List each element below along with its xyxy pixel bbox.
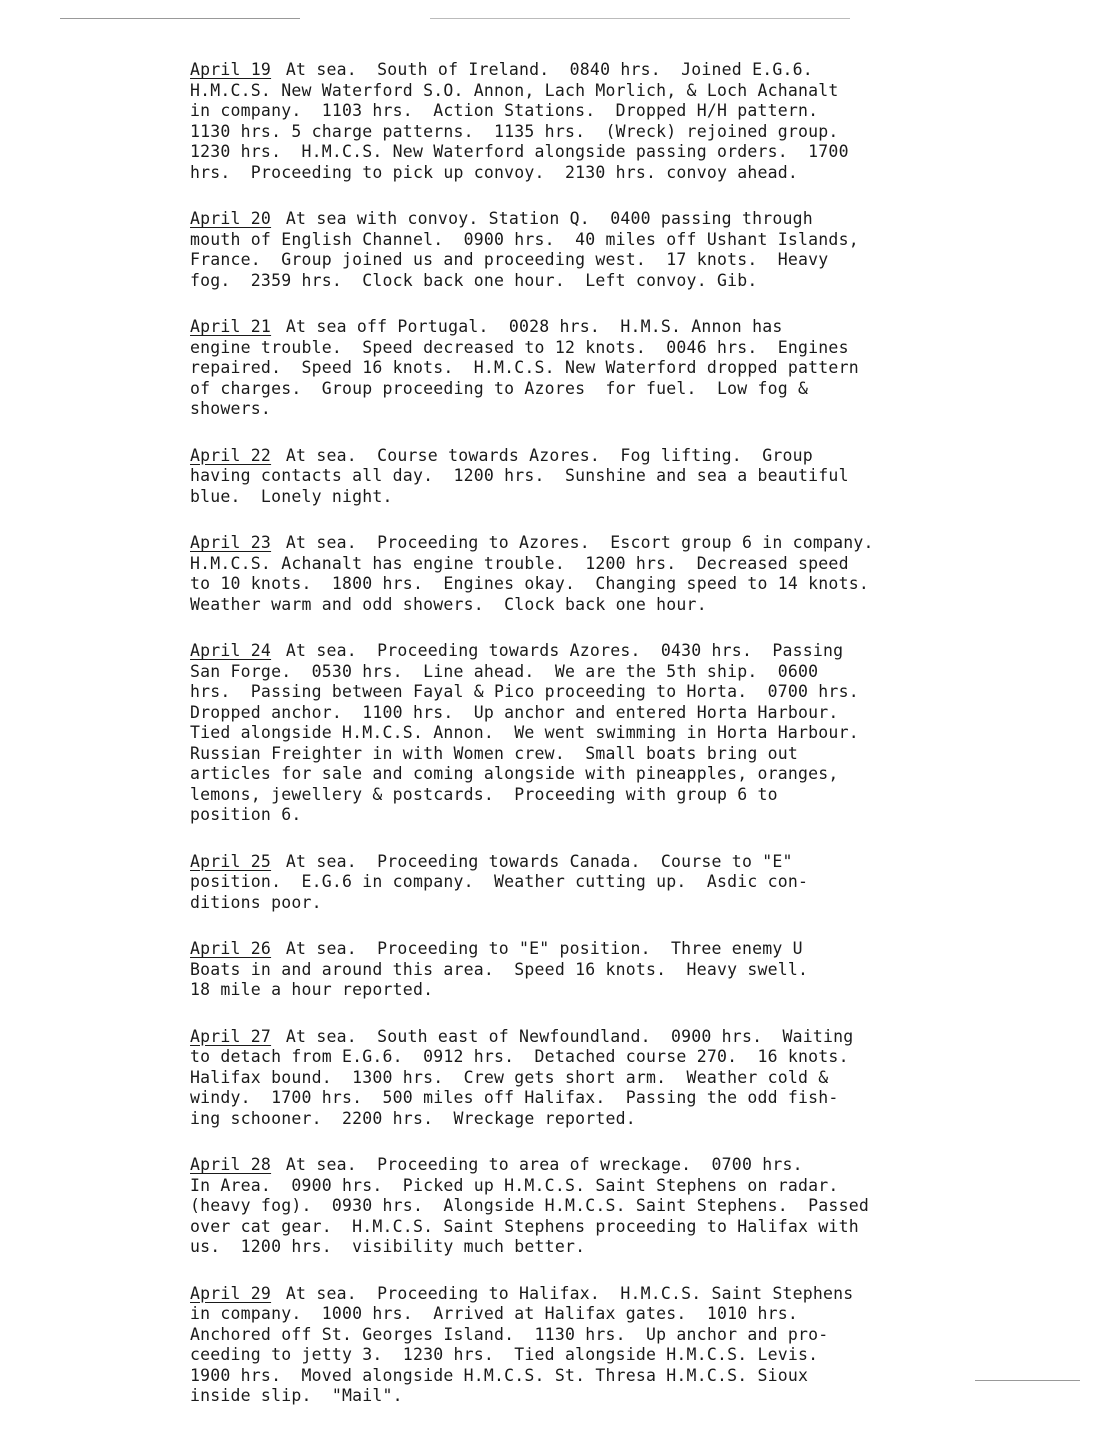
entry-first-line [190, 317, 1030, 338]
entry-line: Russian Freighter in with Women crew. Small boats bring out [190, 743, 799, 763]
entry-line: articles for sale and coming alongside with pineapples, oranges, [190, 764, 839, 783]
diary-entry [190, 533, 1030, 615]
entry-line: in company. 1103 hrs. Action Stations. Dropped H/H pattern. [190, 101, 819, 120]
entry-line: ceeding to jetty 3. 1230 hrs. Tied alongside H.M.C.S. Levis. [190, 1345, 819, 1364]
entry-date: April 21 [190, 317, 272, 336]
entry-line: 1900 hrs. Moved alongside H.M.C.S. St. Thresa H.M.C.S. Sioux [190, 1365, 809, 1385]
entry-line: to detach from E.G.6. 0912 hrs. Detached course 270. 16 knots. [190, 1047, 849, 1066]
entry-line: 18 mile a hour reported. [190, 980, 434, 999]
diary-entry [190, 939, 1030, 1001]
entry-line: H.M.C.S. New Waterford S.O. Annon, Lach Morlich, & Loch Achanalt [190, 80, 839, 100]
entry-date: April 22 [190, 445, 272, 465]
entry-line: At sea. Proceeding to "E" position. Three enemy U [285, 939, 803, 958]
entry-line: At sea. Proceeding to area of wreckage. 0700 hrs. [285, 1155, 803, 1174]
diary-entry [190, 641, 1030, 826]
entry-line: over cat gear. H.M.C.S. Saint Stephens proceeding to Halifax with [190, 1216, 859, 1236]
entry-line: 1130 hrs. 5 charge patterns. 1135 hrs. (Wreck) rejoined group. [190, 121, 839, 141]
diary-entry [190, 1284, 1030, 1407]
entry-line: France. Group joined us and proceeding west. 17 knots. Heavy [190, 250, 829, 269]
entry-line: fog. 2359 hrs. Clock back one hour. Left convoy. Gib. [190, 270, 758, 290]
entry-line: At sea. Course towards Azores. Fog lifting. Group [285, 445, 813, 465]
entry-line: having contacts all day. 1200 hrs. Sunshine and sea a beautiful [190, 466, 849, 485]
entry-first-line [190, 939, 1030, 960]
entry-first-line [190, 446, 1030, 467]
scan-edge-top-left [60, 18, 300, 19]
diary-entry [190, 1027, 1030, 1130]
entry-first-line [190, 1284, 1030, 1305]
diary-entry [190, 317, 1030, 420]
entry-line: Anchored off St. Georges Island. 1130 hrs. Up anchor and pro- [190, 1324, 829, 1344]
entry-line: position 6. [190, 805, 302, 824]
entry-line: In Area. 0900 hrs. Picked up H.M.C.S. Saint Stephens on radar. [190, 1175, 839, 1195]
entry-line: At sea. Proceeding towards Canada. Course to "E" [285, 851, 793, 871]
entry-date: April 28 [190, 1155, 272, 1174]
entry-line: At sea. South of Ireland. 0840 hrs. Joined E.G.6. [285, 60, 813, 79]
entry-line: inside slip. "Mail". [190, 1386, 403, 1405]
diary-entry [190, 60, 1030, 183]
entry-line: us. 1200 hrs. visibility much better. [190, 1237, 586, 1256]
entry-line: in company. 1000 hrs. Arrived at Halifax gates. 1010 hrs. [190, 1304, 799, 1323]
entry-line: hrs. Passing between Fayal & Pico proceeding to Horta. 0700 hrs. [190, 682, 859, 701]
entry-line: showers. [190, 399, 272, 418]
scan-edge-top-right [430, 18, 850, 19]
entry-line: mouth of English Channel. 0900 hrs. 40 miles off Ushant Islands, [190, 229, 859, 249]
diary-entry [190, 852, 1030, 914]
entry-line: lemons, jewellery & postcards. Proceeding with group 6 to [190, 784, 778, 804]
entry-line: repaired. Speed 16 knots. H.M.C.S. New Waterford dropped pattern [190, 358, 859, 377]
entry-line: ditions poor. [190, 892, 322, 912]
entry-line: At sea. Proceeding to Halifax. H.M.C.S. Saint Stephens [285, 1283, 854, 1303]
diary-page [190, 60, 1030, 1433]
entry-date: April 23 [190, 533, 272, 552]
entry-date: April 29 [190, 1283, 272, 1303]
entry-line: Tied alongside H.M.C.S. Annon. We went swimming in Horta Harbour. [190, 723, 859, 742]
entry-date: April 26 [190, 939, 272, 958]
entry-line: At sea. Proceeding to Azores. Escort group 6 in company. [285, 533, 874, 552]
entry-first-line [190, 209, 1030, 230]
entry-line: H.M.C.S. Achanalt has engine trouble. 1200 hrs. Decreased speed [190, 553, 849, 573]
entry-line: windy. 1700 hrs. 500 miles off Halifax. Passing the odd fish- [190, 1088, 839, 1107]
entry-line: At sea off Portugal. 0028 hrs. H.M.S. Annon has [285, 317, 783, 336]
entry-first-line [190, 1027, 1030, 1048]
diary-entry [190, 1155, 1030, 1258]
entry-line: Weather warm and odd showers. Clock back one hour. [190, 594, 707, 614]
entry-date: April 25 [190, 851, 272, 871]
entry-line: engine trouble. Speed decreased to 12 knots. 0046 hrs. Engines [190, 337, 849, 357]
entry-line: ing schooner. 2200 hrs. Wreckage reported. [190, 1108, 636, 1128]
entry-line: Boats in and around this area. Speed 16 knots. Heavy swell. [190, 959, 809, 979]
entry-line: Halifax bound. 1300 hrs. Crew gets short arm. Weather cold & [190, 1067, 829, 1087]
entry-line: hrs. Proceeding to pick up convoy. 2130 hrs. convoy ahead. [190, 162, 799, 182]
entry-first-line [190, 1155, 1030, 1176]
entry-line: of charges. Group proceeding to Azores for fuel. Low fog & [190, 378, 809, 398]
diary-entry [190, 209, 1030, 291]
entry-first-line [190, 533, 1030, 554]
entry-line: to 10 knots. 1800 hrs. Engines okay. Changing speed to 14 knots. [190, 574, 869, 593]
entry-date: April 19 [190, 60, 272, 79]
entry-line: position. E.G.6 in company. Weather cutting up. Asdic con- [190, 872, 809, 891]
entry-line: blue. Lonely night. [190, 486, 393, 506]
entry-date: April 20 [190, 209, 272, 228]
entry-first-line [190, 641, 1030, 662]
entry-line: At sea. South east of Newfoundland. 0900 hrs. Waiting [285, 1026, 854, 1046]
entry-first-line [190, 852, 1030, 873]
entry-line: (heavy fog). 0930 hrs. Alongside H.M.C.S. Saint Stephens. Passed [190, 1196, 869, 1215]
entry-line: At sea. Proceeding towards Azores. 0430 hrs. Passing [285, 641, 844, 660]
entry-line: At sea with convoy. Station Q. 0400 passing through [285, 209, 813, 228]
entry-first-line [190, 60, 1030, 81]
entry-line: 1230 hrs. H.M.C.S. New Waterford alongside passing orders. 1700 [190, 142, 849, 161]
entry-line: Dropped anchor. 1100 hrs. Up anchor and entered Horta Harbour. [190, 702, 839, 722]
entry-date: April 24 [190, 641, 272, 660]
entry-date: April 27 [190, 1026, 272, 1046]
diary-entry [190, 446, 1030, 508]
entry-line: San Forge. 0530 hrs. Line ahead. We are the 5th ship. 0600 [190, 661, 819, 681]
